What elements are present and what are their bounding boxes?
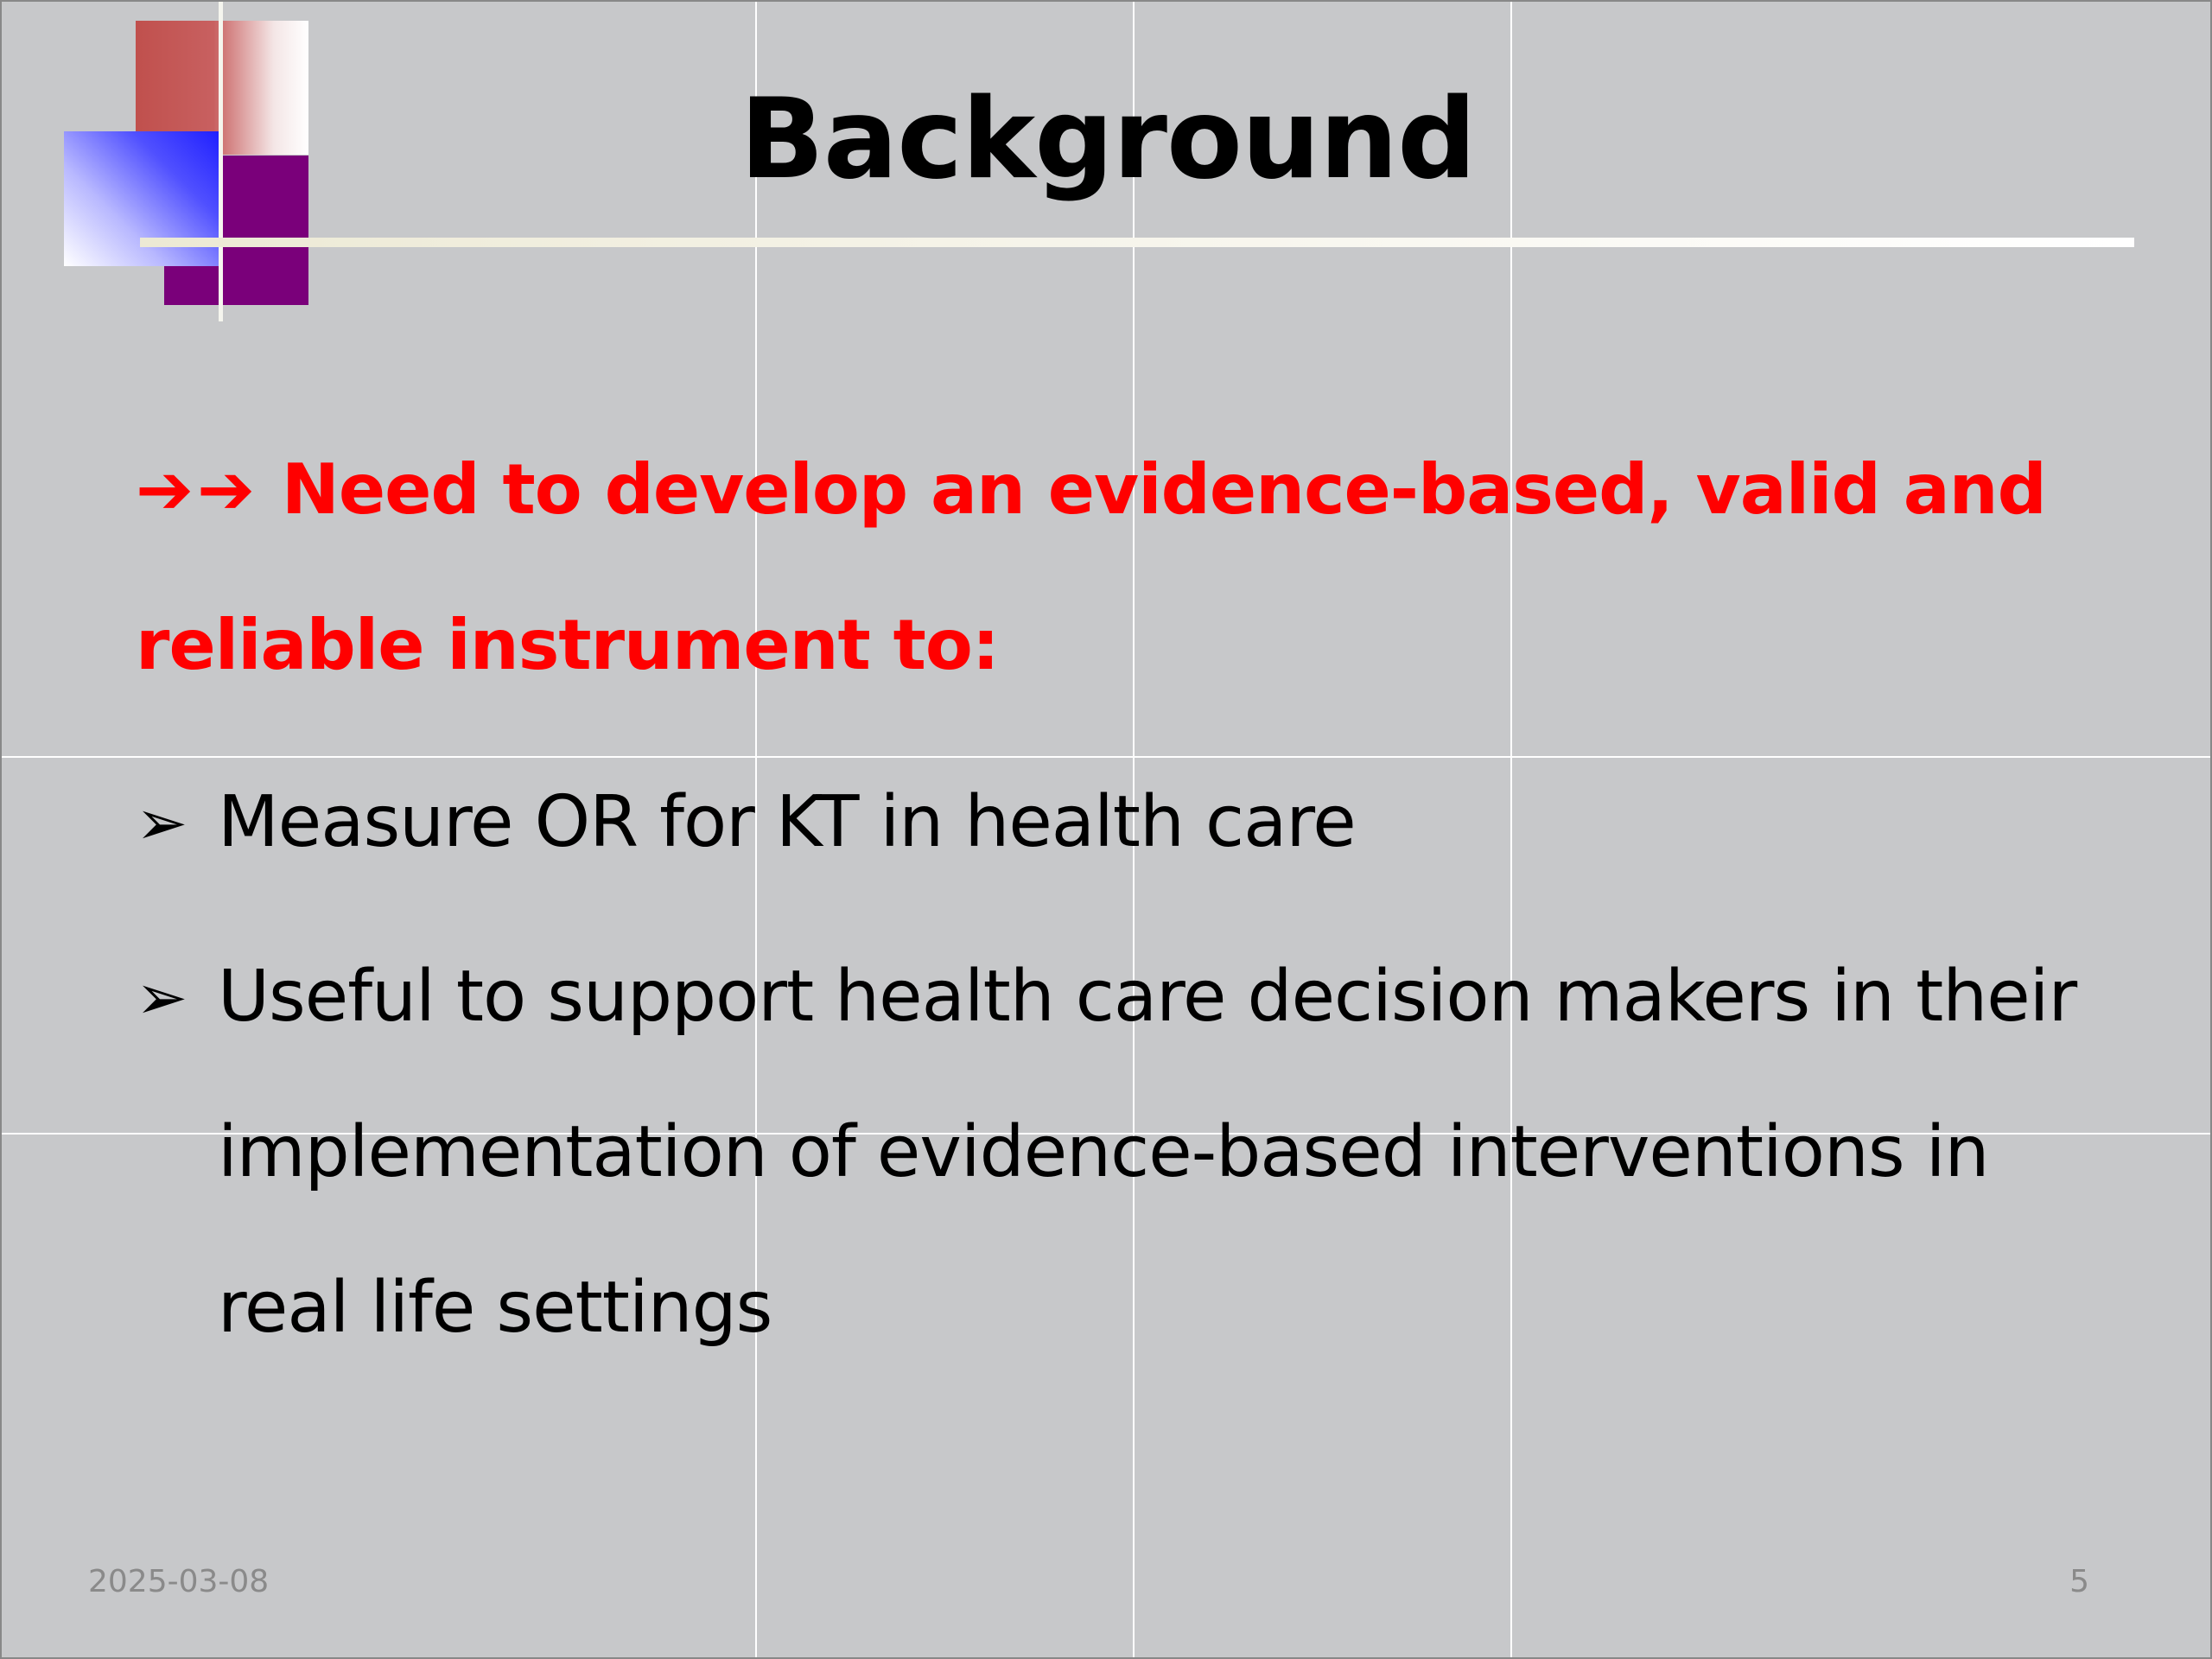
footer-date: 2025-03-08 <box>88 1564 270 1599</box>
highlight-statement <box>136 412 2123 723</box>
bullet-item <box>136 745 2123 900</box>
double-arrow-icon: ➔➔ <box>136 449 259 530</box>
highlight-text: Need to develop an evidence-based, valid and reliable instrument to: <box>136 449 2046 685</box>
arrowhead-bullet-icon: ➢ <box>136 786 188 859</box>
bullet-text: Useful to support health care decision makers in their implementation of evidence-based interventions in real life settings <box>218 956 2077 1349</box>
slide-title: Background <box>740 75 1476 204</box>
bullet-list <box>136 745 2123 1405</box>
slide-page-number: 5 <box>2069 1564 2089 1599</box>
bullet-item <box>136 919 2123 1386</box>
title-underline-rule <box>140 238 2134 247</box>
arrowhead-bullet-icon: ➢ <box>136 961 188 1033</box>
bullet-text: Measure OR for KT in health care <box>218 781 1356 863</box>
